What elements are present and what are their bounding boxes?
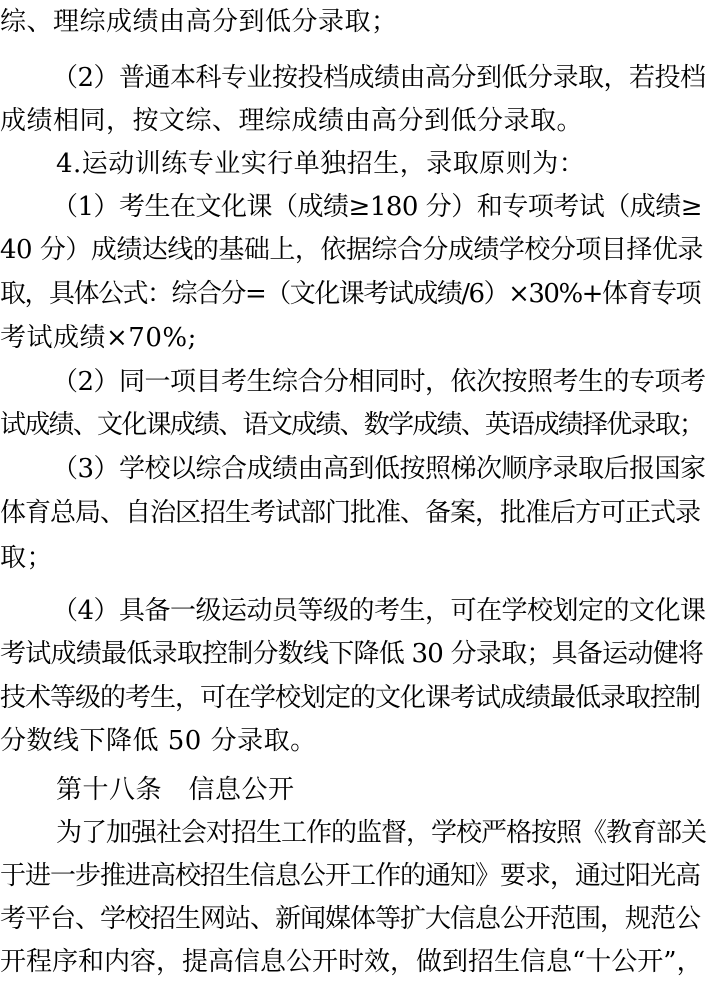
- text-line: 于进一步推进高校招生信息公开工作的通知》要求，通过阳光高: [0, 861, 701, 891]
- text-line: 取，具体公式：综合分=（文化课考试成绩/6）×30%+体育专项: [0, 279, 700, 309]
- text-line: 综、理综成绩由高分到低分录取；: [0, 7, 398, 37]
- text-line: （1）考生在文化课（成绩≥180 分）和专项考试（成绩≥: [52, 192, 703, 222]
- text-line: 考试成绩×70%;: [0, 323, 197, 353]
- text-line: 考试成绩最低录取控制分数线下降低 30 分录取；具备运动健将: [0, 639, 704, 669]
- text-line: 成绩相同，按文综、理综成绩由高分到低分录取。: [0, 106, 584, 136]
- text-line: 分数线下降低 50 分录取。: [0, 726, 317, 756]
- text-line: （2）普通本科专业按投档成绩由高分到低分录取，若投档: [52, 63, 706, 93]
- text-line: 考平台、学校招生网站、新闻媒体等扩大信息公开范围，规范公: [0, 904, 701, 934]
- text-line: （2）同一项目考生综合分相同时，依次按照考生的专项考: [52, 367, 706, 397]
- text-line: 体育总局、自治区招生考试部门批准、备案，批准后方可正式录: [0, 498, 701, 528]
- text-line: 试成绩、文化课成绩、语文成绩、数学成绩、英语成绩择优录取；: [0, 410, 704, 440]
- text-line: （4）具备一级运动员等级的考生，可在学校划定的文化课: [52, 596, 706, 626]
- article-heading: 第十八条 信息公开: [56, 775, 295, 805]
- text-line: 取；: [0, 543, 54, 573]
- text-line: 为了加强社会对招生工作的监督，学校严格按照《教育部关: [56, 818, 707, 848]
- text-line: 技术等级的考生，可在学校划定的文化课考试成绩最低录取控制: [0, 683, 701, 713]
- text-line: （3）学校以综合成绩由高到低按照梯次顺序录取后报国家: [52, 454, 706, 484]
- text-line: 4.运动训练专业实行单独招生，录取原则为：: [56, 149, 586, 179]
- text-line: 开程序和内容，提高信息公开时效，做到招生信息“十公开”，: [0, 947, 703, 977]
- text-line: 40 分）成绩达线的基础上，依据综合分成绩学校分项目择优录: [0, 235, 703, 265]
